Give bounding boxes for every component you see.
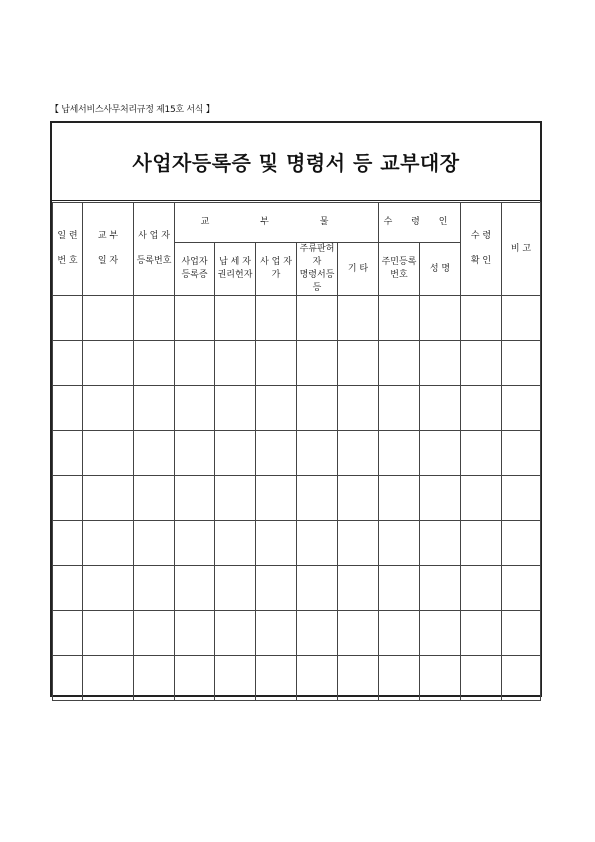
table-row — [53, 566, 541, 611]
header-biz-cert — [175, 243, 215, 296]
table-cell[interactable] — [297, 476, 338, 521]
header-biz-reg-no-line2: 등록번호 — [136, 256, 172, 266]
table-cell[interactable] — [420, 476, 461, 521]
table-row — [53, 296, 541, 341]
table-cell[interactable] — [83, 521, 134, 566]
header-business — [256, 243, 297, 296]
table-cell[interactable] — [53, 611, 83, 656]
table-cell[interactable] — [379, 521, 420, 566]
table-cell[interactable] — [502, 476, 541, 521]
table-row — [53, 386, 541, 431]
table-cell[interactable] — [338, 296, 379, 341]
header-liquor-license — [297, 243, 338, 296]
register-table — [52, 202, 541, 701]
table-cell[interactable] — [134, 386, 175, 431]
table-cell[interactable] — [379, 611, 420, 656]
header-serial-line1: 일 련 — [57, 231, 78, 241]
table-cell[interactable] — [297, 656, 338, 701]
table-cell[interactable] — [502, 386, 541, 431]
header-receiver — [379, 203, 461, 243]
header-taxpayer-rights-line1: 납 세 자 — [219, 257, 251, 267]
table-cell[interactable] — [215, 476, 256, 521]
table-cell[interactable] — [256, 656, 297, 701]
table-cell[interactable] — [420, 386, 461, 431]
header-remarks — [502, 203, 541, 296]
table-cell[interactable] — [420, 431, 461, 476]
table-row — [53, 341, 541, 386]
header-name-label: 성 명 — [429, 263, 451, 274]
header-taxpayer-rights — [215, 243, 256, 296]
table-cell[interactable] — [461, 386, 502, 431]
form-caption: 【 납세서비스사무처리규정 제15호 서식 】 — [50, 105, 215, 115]
table-row — [53, 476, 541, 521]
table-cell[interactable] — [338, 341, 379, 386]
header-liquor-license-line2: 명령서등 등 — [299, 270, 335, 293]
table-cell[interactable] — [461, 476, 502, 521]
table-cell[interactable] — [215, 566, 256, 611]
table-cell[interactable] — [175, 386, 215, 431]
table-row — [53, 521, 541, 566]
page-title: 사업자등록증 및 명령서 등 교부대장 — [132, 151, 460, 175]
header-serial-line2: 번 호 — [57, 256, 78, 266]
header-resident-no-label: 주민등록번호 — [381, 257, 417, 280]
table-cell[interactable] — [83, 386, 134, 431]
table-cell[interactable] — [297, 341, 338, 386]
table-cell[interactable] — [134, 521, 175, 566]
form-frame — [50, 121, 542, 697]
table-cell[interactable] — [502, 431, 541, 476]
header-other-label: 기 타 — [347, 263, 369, 274]
table-cell[interactable] — [134, 476, 175, 521]
table-cell[interactable] — [379, 431, 420, 476]
header-receiver-label: 수 령 인 — [383, 217, 456, 227]
table-cell[interactable] — [502, 656, 541, 701]
table-cell[interactable] — [256, 431, 297, 476]
table-cell[interactable] — [461, 521, 502, 566]
table-cell[interactable] — [175, 566, 215, 611]
table-row — [53, 611, 541, 656]
table-cell[interactable] — [256, 476, 297, 521]
table-cell[interactable] — [83, 566, 134, 611]
header-resident-no — [379, 243, 420, 296]
header-issue-date-line1: 교 부 — [97, 231, 119, 241]
table-cell[interactable] — [461, 296, 502, 341]
table-cell[interactable] — [175, 296, 215, 341]
table-cell[interactable] — [134, 566, 175, 611]
header-biz-reg-no-line1: 사 업 자 — [138, 231, 170, 241]
table-cell[interactable] — [175, 341, 215, 386]
header-issue-date — [83, 203, 134, 296]
header-taxpayer-rights-line2: 권리헌자 — [217, 270, 253, 280]
table-cell[interactable] — [175, 656, 215, 701]
table-cell[interactable] — [83, 431, 134, 476]
table-cell[interactable] — [420, 656, 461, 701]
table-cell[interactable] — [256, 566, 297, 611]
table-cell[interactable] — [53, 521, 83, 566]
table-cell[interactable] — [175, 521, 215, 566]
table-cell[interactable] — [502, 296, 541, 341]
header-receipt-confirm — [461, 203, 502, 296]
table-cell[interactable] — [338, 431, 379, 476]
table-cell[interactable] — [461, 566, 502, 611]
table-cell[interactable] — [83, 476, 134, 521]
table-cell[interactable] — [83, 656, 134, 701]
table-cell[interactable] — [256, 341, 297, 386]
table-cell[interactable] — [338, 566, 379, 611]
header-remarks-label: 비 고 — [510, 243, 532, 254]
table-cell[interactable] — [256, 386, 297, 431]
table-cell[interactable] — [215, 341, 256, 386]
table-cell[interactable] — [215, 656, 256, 701]
table-cell[interactable] — [379, 341, 420, 386]
table-cell[interactable] — [53, 341, 83, 386]
table-row — [53, 431, 541, 476]
table-cell[interactable] — [53, 386, 83, 431]
table-cell[interactable] — [420, 566, 461, 611]
table-cell[interactable] — [338, 386, 379, 431]
table-cell[interactable] — [297, 521, 338, 566]
table-cell[interactable] — [134, 296, 175, 341]
table-row — [53, 656, 541, 701]
header-other — [338, 243, 379, 296]
header-liquor-license-line1: 주류판허자 — [299, 244, 335, 267]
table-cell[interactable] — [297, 611, 338, 656]
table-cell[interactable] — [134, 656, 175, 701]
table-cell[interactable] — [420, 341, 461, 386]
table-cell[interactable] — [379, 296, 420, 341]
table-cell[interactable] — [256, 521, 297, 566]
table-cell[interactable] — [134, 431, 175, 476]
table-cell[interactable] — [256, 611, 297, 656]
table-cell[interactable] — [215, 611, 256, 656]
header-receipt-confirm-line1: 수 령 — [470, 231, 492, 241]
table-cell[interactable] — [83, 341, 134, 386]
header-business-line1: 사 업 자 — [260, 257, 292, 267]
table-cell[interactable] — [297, 566, 338, 611]
table-cell[interactable] — [338, 656, 379, 701]
table-cell[interactable] — [53, 566, 83, 611]
table-cell[interactable] — [53, 656, 83, 701]
table-cell[interactable] — [379, 386, 420, 431]
table-cell[interactable] — [420, 611, 461, 656]
table-cell[interactable] — [215, 296, 256, 341]
header-receipt-confirm-line2: 확 인 — [470, 256, 492, 266]
table-cell[interactable] — [502, 521, 541, 566]
table-cell[interactable] — [379, 476, 420, 521]
table-cell[interactable] — [175, 431, 215, 476]
table-cell[interactable] — [379, 656, 420, 701]
table-cell[interactable] — [461, 341, 502, 386]
table-cell[interactable] — [338, 611, 379, 656]
table-cell[interactable] — [83, 296, 134, 341]
table-cell[interactable] — [461, 656, 502, 701]
table-cell[interactable] — [338, 476, 379, 521]
table-cell[interactable] — [502, 611, 541, 656]
header-biz-cert-line1: 사업자 — [181, 257, 208, 267]
title-box — [52, 123, 540, 201]
header-name — [420, 243, 461, 296]
header-serial — [53, 203, 83, 296]
table-cell[interactable] — [502, 341, 541, 386]
header-issue-date-line2: 일 자 — [97, 256, 119, 266]
header-issued-docs — [175, 203, 379, 243]
table-cell[interactable] — [215, 521, 256, 566]
table-cell[interactable] — [215, 386, 256, 431]
table-cell[interactable] — [215, 431, 256, 476]
table-cell[interactable] — [256, 296, 297, 341]
table-cell[interactable] — [461, 611, 502, 656]
table-cell[interactable] — [297, 431, 338, 476]
header-biz-cert-line2: 등록증 — [181, 270, 208, 280]
table-body — [53, 296, 541, 701]
table-cell[interactable] — [175, 476, 215, 521]
table-cell[interactable] — [53, 431, 83, 476]
table-cell[interactable] — [297, 386, 338, 431]
table-cell[interactable] — [83, 611, 134, 656]
header-business-line2: 가 — [271, 270, 281, 280]
table-cell[interactable] — [297, 296, 338, 341]
header-biz-reg-no — [134, 203, 175, 296]
header-issued-docs-label: 교 부 물 — [200, 217, 353, 227]
table-cell[interactable] — [53, 476, 83, 521]
table-cell[interactable] — [502, 566, 541, 611]
table-cell[interactable] — [53, 296, 83, 341]
table-cell[interactable] — [420, 521, 461, 566]
table-cell[interactable] — [420, 296, 461, 341]
table-cell[interactable] — [134, 611, 175, 656]
table-cell[interactable] — [461, 431, 502, 476]
table-cell[interactable] — [175, 611, 215, 656]
table-cell[interactable] — [338, 521, 379, 566]
table-cell[interactable] — [379, 566, 420, 611]
table-cell[interactable] — [134, 341, 175, 386]
